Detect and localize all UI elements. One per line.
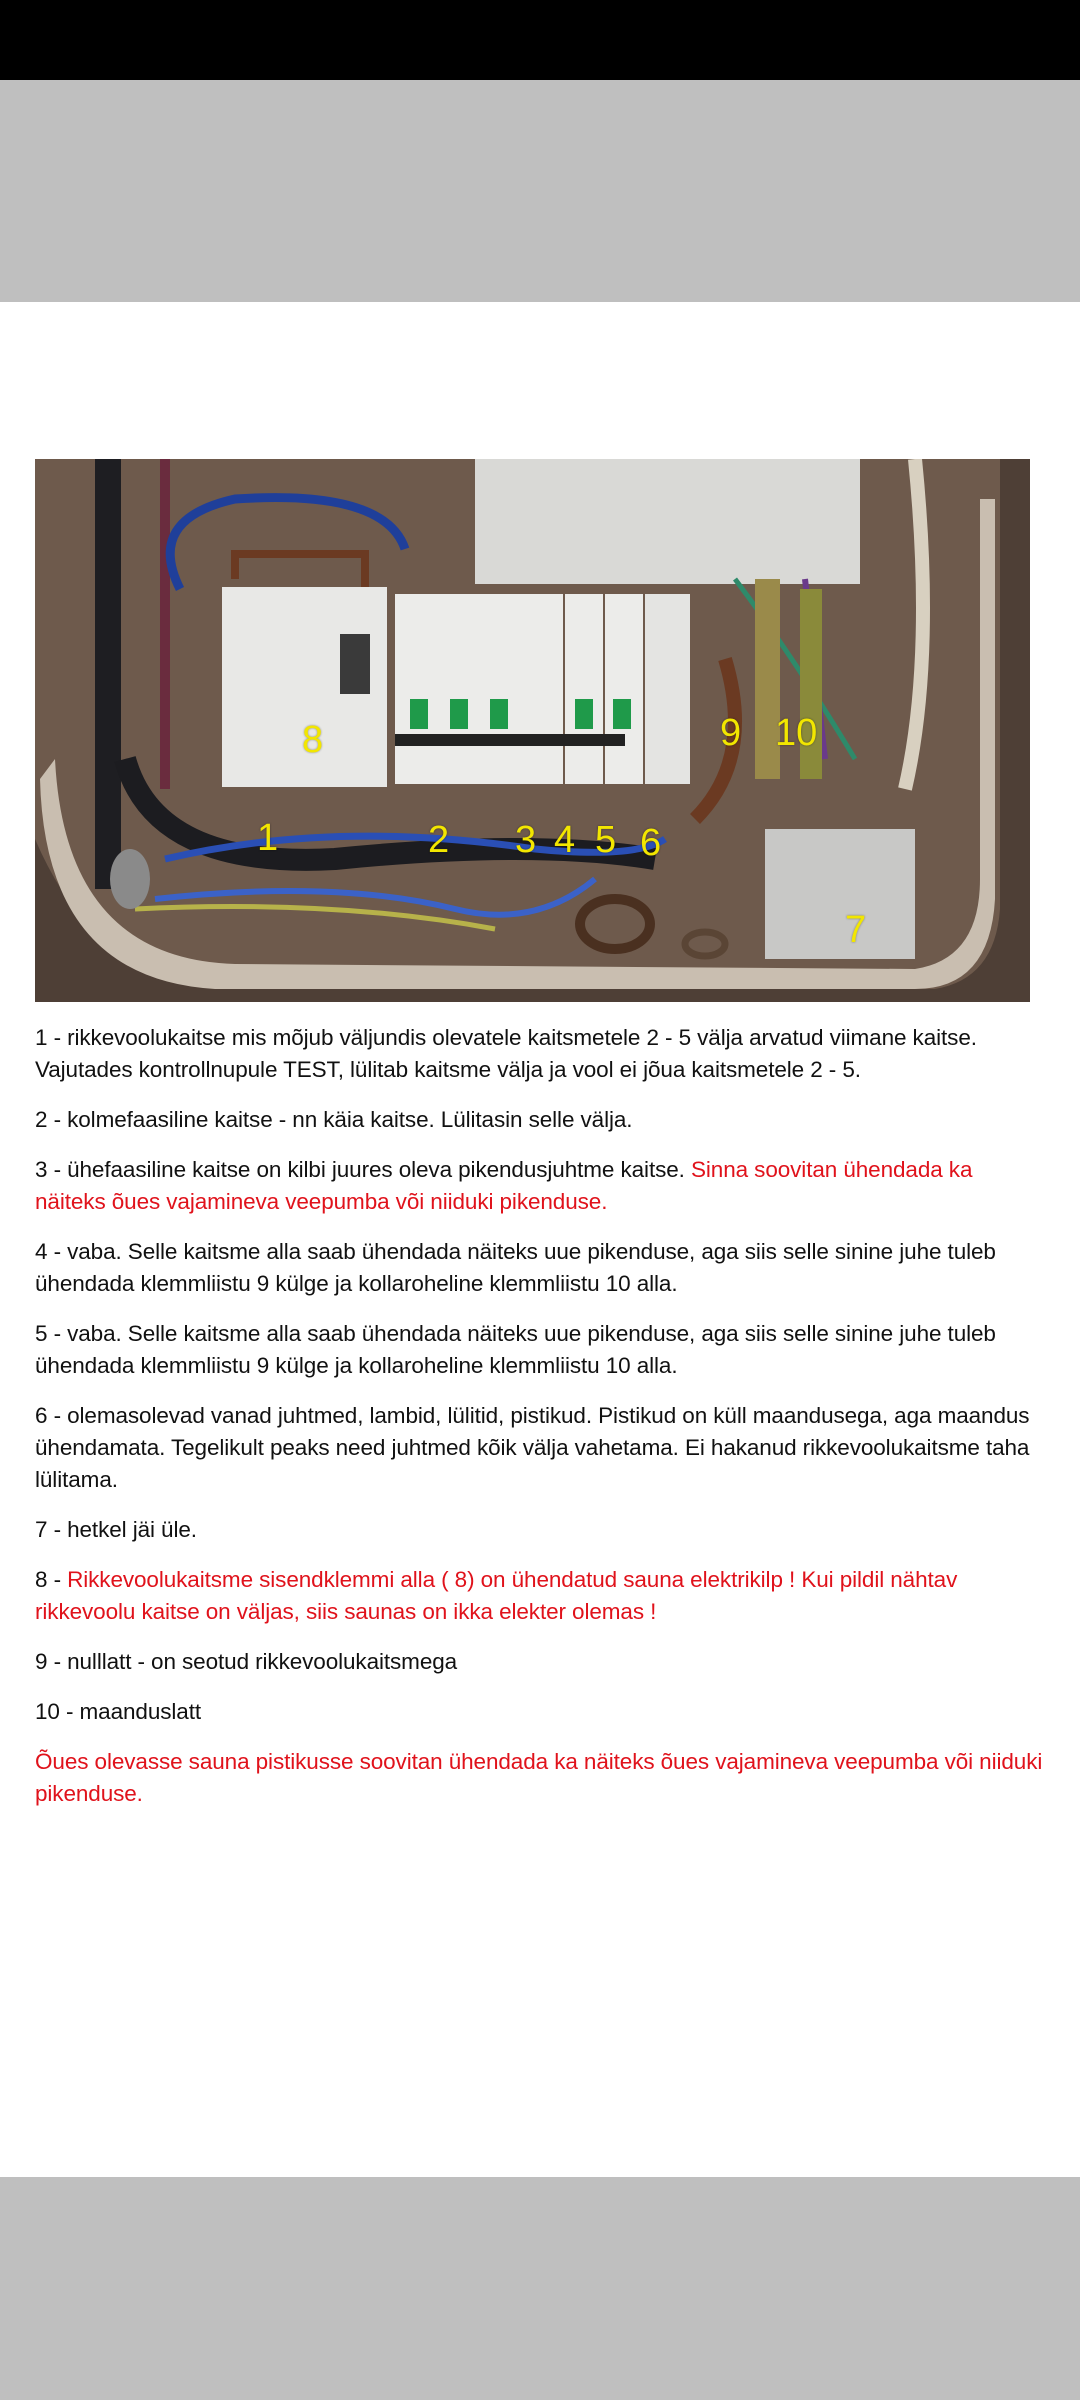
note-9 [35,1646,1045,1678]
note-highlight: Rikkevoolukaitsme sisendklemmi alla ( 8) on ühendatud sauna elektrikilp ! Kui pildil nähtav rikkevoolu kaitse on väljas, siis saunas on ikka elekter olemas ! [35,1567,958,1624]
note-1 [35,1022,1045,1086]
note-text: 5 - vaba. Selle kaitsme alla saab ühendada näiteks uue pikenduse, aga siis selle sinine juhe tuleb ühendada klemmliistu 9 külge ja kollaroheline klemmliistu 10 alla. [35,1321,996,1378]
photo-label-1: 1 [257,817,279,859]
photo-label-6: 6 [640,822,662,864]
note-text: 10 - maanduslatt [35,1699,201,1724]
note-5 [35,1318,1045,1382]
note-2 [35,1104,1045,1136]
note-text: 1 - rikkevoolukaitse mis mõjub väljundis olevatele kaitsmetele 2 - 5 välja arvatud viimane kaitse. Vajutades kontrollnupule TEST, lülitab kaitsme välja ja vool ei jõua kaitsmetele 2 - 5. [35,1025,977,1082]
status-bar [0,0,1080,80]
photo-label-5: 5 [595,819,617,861]
photo-label-7: 7 [845,909,867,951]
note-text: 7 - hetkel jäi üle. [35,1517,197,1542]
note-3 [35,1154,1045,1218]
notes-list [35,1022,1045,1828]
photo-label-10: 10 [775,712,818,754]
note-text: 3 - ühefaasiline kaitse on kilbi juures oleva pikendusjuhtme kaitse. [35,1157,691,1182]
note-text: 9 - nulllatt - on seotud rikkevoolukaitsmega [35,1649,458,1674]
note-highlight: Õues olevasse sauna pistikusse soovitan ühendada ka näiteks õues vajamineva veepumba või niiduki pikenduse. [35,1749,1043,1806]
photo-label-2: 2 [428,819,450,861]
note-7 [35,1514,1045,1546]
note-text: 8 - [35,1567,68,1592]
electrical-panel-photo [35,459,1030,1002]
note-text: 6 - olemasolevad vanad juhtmed, lambid, lülitid, pistikud. Pistikud on küll maandusega, aga maandus ühendamata. Tegelikult peaks need juhtmed kõik välja vahetama. Ei hakanud rikkevoolukaitsme taha lülitama. [35,1403,1030,1492]
note-text: 2 - kolmefaasiline kaitse - nn käia kaitse. Lülitasin selle välja. [35,1107,633,1132]
note-10 [35,1696,1045,1728]
note-4 [35,1236,1045,1300]
photo-label-8: 8 [302,719,324,761]
photo-label-3: 3 [515,819,537,861]
panel-illustration [35,459,1030,1002]
note-6 [35,1400,1045,1496]
note-recommendation [35,1746,1045,1810]
note-8 [35,1564,1045,1628]
note-highlight: Sinna soovitan ühendada ka näiteks õues vajamineva veepumba või niiduki pikenduse. [35,1157,973,1214]
photo-label-9: 9 [720,712,742,754]
photo-label-4: 4 [554,819,576,861]
note-text: 4 - vaba. Selle kaitsme alla saab ühendada näiteks uue pikenduse, aga siis selle sinine juhe tuleb ühendada klemmliistu 9 külge ja kollaroheline klemmliistu 10 alla. [35,1239,996,1296]
bottom-gray-band [0,2177,1080,2400]
top-gray-band [0,80,1080,302]
